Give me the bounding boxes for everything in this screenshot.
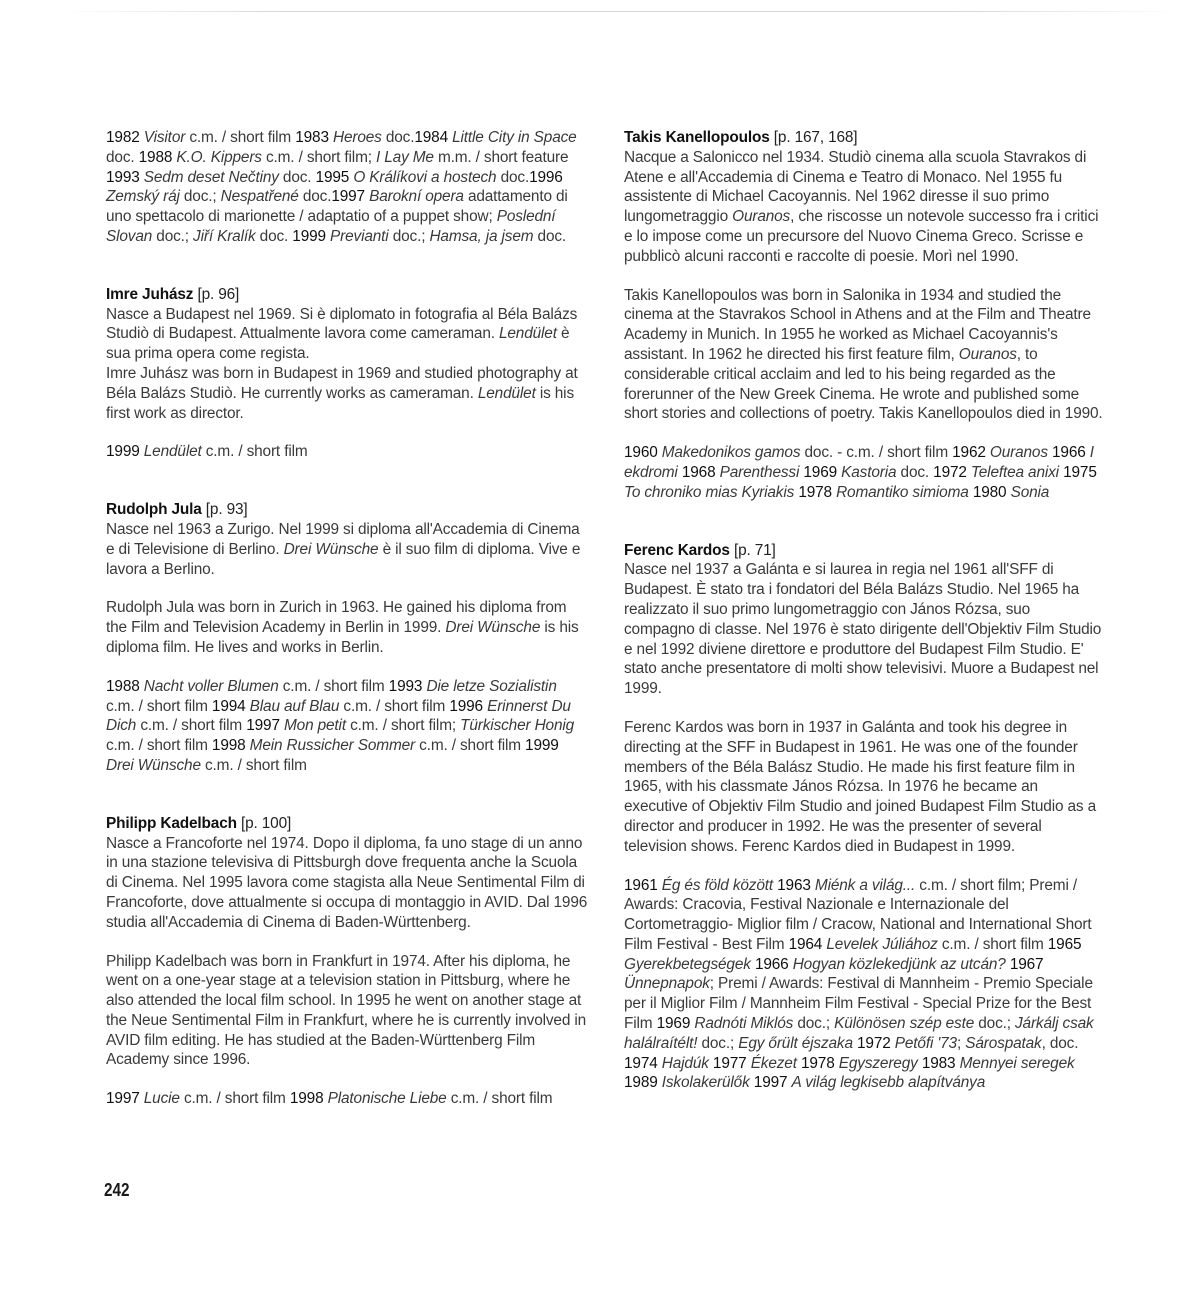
text-run: doc.;: [152, 227, 194, 245]
text-run: doc.: [533, 227, 567, 245]
text-run: c.m. / short film;: [261, 148, 376, 166]
bio-en-kardos: [624, 718, 1104, 857]
title-italic: Levelek Júliához: [826, 935, 938, 953]
text-run: , che riscosse un notevole successo fra i critici e lo impose come un precursore del Nuovo Cinema Greco. Scrisse e pubblicò alcuni racconti e raccolte di poesie. Morì nel 1990.: [624, 208, 1099, 265]
filmography-kadelbach: [106, 1089, 588, 1109]
year: 1988: [106, 677, 144, 695]
title-italic: Egyszeregy: [838, 1054, 918, 1072]
entry-title-kadelbach: [106, 814, 588, 834]
page-ref: [p. 96]: [193, 285, 240, 303]
year: 1972: [933, 463, 971, 481]
year: 1960: [624, 444, 662, 462]
title-italic: Previanti: [330, 227, 389, 245]
bio-en-jula: [106, 598, 588, 657]
year: 1969: [803, 463, 842, 481]
year: 1965: [1047, 935, 1082, 953]
title-italic: Lendület: [143, 443, 202, 461]
text-run: ;: [956, 1034, 966, 1052]
title-italic: Jiří Kralík: [193, 227, 256, 245]
year: 1994: [211, 697, 250, 715]
year: 1963: [777, 876, 815, 894]
year: 1962: [952, 444, 990, 462]
text-run: c.m. / short film: [937, 935, 1048, 953]
text-run: è sua prima opera come regista.: [106, 325, 570, 363]
title-italic: Lucie: [143, 1090, 180, 1108]
year: 1988: [138, 148, 177, 166]
title-italic: Drei Wünsche: [106, 756, 201, 774]
bio-it-jula: [106, 520, 588, 579]
text-run: doc.;: [793, 1015, 835, 1033]
year: 1984: [414, 129, 453, 146]
year: 1993: [106, 168, 144, 186]
title-italic: Mein Russicher Sommer: [249, 737, 416, 755]
title-italic: Különösen szép este: [834, 1015, 975, 1033]
title-italic: Drei Wünsche: [283, 540, 379, 558]
year: 1964: [788, 935, 827, 953]
year: 1961: [624, 876, 662, 894]
year: 1997: [106, 1090, 144, 1108]
text-run: doc.;: [697, 1034, 739, 1052]
title-italic: Lendület: [498, 325, 557, 343]
text-run: c.m. / short film: [339, 697, 450, 715]
title-italic: Iskolakerülők: [661, 1074, 750, 1092]
title-italic: Parenthessi: [719, 463, 800, 481]
filmography-kanellopoulos: [624, 443, 1104, 502]
title-italic: Blau auf Blau: [249, 697, 340, 715]
year: 1977: [712, 1054, 751, 1072]
text-run: c.m. / short film: [278, 677, 389, 695]
title-italic: Platonische Liebe: [327, 1090, 447, 1108]
title-italic: Ünnepnapok: [624, 975, 710, 993]
title-italic: Kastoria: [841, 463, 897, 481]
year: 1999: [106, 443, 144, 461]
title-italic: I Lay Me: [376, 148, 434, 166]
page-ref: [p. 71]: [729, 541, 776, 559]
text-run: è il suo film di diploma. Vive e lavora a Berlino.: [106, 540, 581, 578]
text-run: doc. - c.m. / short film: [800, 444, 953, 462]
text-run: , doc.: [1041, 1034, 1079, 1052]
year: 1983: [295, 129, 333, 146]
year: 1966: [754, 955, 793, 973]
director-name: Takis Kanellopoulos: [624, 129, 770, 146]
text-run: c.m. / short film: [106, 697, 212, 715]
year: 1997: [331, 188, 370, 206]
title-italic: Barokní opera: [369, 188, 464, 206]
year: 1999: [525, 737, 559, 755]
director-name: Ferenc Kardos: [624, 541, 730, 559]
title-italic: Gyerekbetegségek: [624, 955, 751, 973]
text-run: doc.: [255, 227, 293, 245]
page-ref: [p. 100]: [236, 814, 292, 832]
bio-juhasz: [106, 305, 588, 424]
text-run: Nasce nel 1937 a Galánta e si laurea in regia nel 1961 all'SFF di Budapest. È stato tra i fondatori del Béla Balázs Studio. Nel 1965 ha realizzato il suo primo lungometraggio con János Rózsa, suo compagno di classe. Nel 1976 è stato dirigente dell'Objektiv Film Studio e nel 1992 diviene direttore e produttore del Budapest Film Studio. E' stato anche presentatore di molti show televisivi. Muore a Budapest nel 1999.: [624, 561, 1102, 698]
title-italic: Mennyei seregek: [959, 1054, 1075, 1072]
title-italic: Romantiko simioma: [836, 483, 969, 501]
year: 1996: [449, 697, 488, 715]
title-italic: A világ legkisebb alapítványa: [791, 1074, 986, 1092]
year: 1996: [529, 168, 563, 186]
title-italic: K.O. Kippers: [176, 148, 262, 166]
text-run: Philipp Kadelbach was born in Frankfurt in 1974. After his diploma, he went on a one-year stage at a television station in Pittsburg, where he also attended the local film school. In 1995 he went on another stage at the Neue Sentimental Film in Frankfurt, where he is currently involved in AVID film editing. He has studied at the Baden-Württenberg Film Academy since 1996.: [106, 952, 587, 1069]
text-run: c.m. / short film: [415, 737, 526, 755]
title-italic: O Králíkovi a hostech: [353, 168, 497, 186]
right-column: [624, 128, 1104, 1093]
bio-it-kanellopoulos: [624, 148, 1104, 267]
title-italic: Járkálj csak halálraítélt!: [624, 1015, 1094, 1052]
title-italic: Ouranos: [958, 345, 1017, 363]
text-run: doc.;: [974, 1015, 1015, 1033]
page-ref: [p. 93]: [201, 501, 248, 519]
year: 1966: [1052, 444, 1090, 462]
year: 1997: [246, 717, 284, 735]
entry-title-jula: [106, 500, 588, 520]
text-run: doc.: [496, 168, 530, 186]
entry-title-kanellopoulos: [624, 128, 1104, 148]
year: 1989: [624, 1074, 662, 1092]
page-number: 242: [104, 1180, 130, 1200]
title-italic: Teleftea anixi: [970, 463, 1059, 481]
top-rule: [60, 11, 1180, 12]
year: 1983: [921, 1054, 960, 1072]
title-italic: Poslední Slovan: [106, 208, 556, 245]
title-italic: Hogyan közlekedjünk az utcán?: [792, 955, 1006, 973]
bio-en-kanellopoulos: [624, 286, 1104, 425]
left-column: [106, 128, 588, 1109]
title-italic: Hajdúk: [661, 1054, 709, 1072]
year: 1974: [624, 1054, 662, 1072]
filmography-juhasz: [106, 442, 588, 462]
text-run: Rudolph Jula was born in Zurich in 1963. He gained his diploma from the Film and Television Academy in Berlin in 1999.: [106, 599, 567, 637]
text-run: , to considerable critical acclaim and led to his being regarded as the forerunner of the New Greek Cinema. He wrote and published some short stories and collections of poetry. Takis Kanellopoulos died in 1990.: [624, 345, 1103, 423]
year: 1999: [292, 227, 331, 245]
text-run: Nasce a Francoforte nel 1974. Dopo il diploma, fa uno stage di un anno in una stazione televisiva di Pittsburgh dove frequenta anche la Scuola di Cinema. Nel 1995 lavora come stagista alla Neue Sentimental Film di Francoforte, dove attualmente si occupa di montaggio in AVID. Dal 1996 studia all'Accademia di Cinema di Baden-Württenberg.: [106, 834, 588, 931]
text-run: c.m. / short film: [200, 756, 307, 774]
text-run: Nasce a Budapest nel 1969. Si è diplomato in fotografia al Béla Balázs Studiò di Budapest. Attualmente lavora come cameraman.: [106, 305, 578, 343]
title-italic: Ouranos: [989, 444, 1048, 462]
title-italic: To chroniko mias Kyriakis: [624, 483, 795, 501]
year: 1980: [972, 483, 1011, 501]
director-name: Philipp Kadelbach: [106, 814, 237, 832]
entry-title-kardos: [624, 541, 1104, 561]
text-run: is his first work as director.: [106, 384, 574, 422]
title-italic: Zemský ráj: [106, 188, 180, 206]
text-run: ; Premi / Awards: Festival di Mannheim - Premio Speciale per il Miglior Film / Mannheim Film Festival - Special Prize for the Best Film: [624, 975, 1093, 1033]
title-italic: Erinnerst Du Dich: [106, 697, 571, 735]
text-run: Takis Kanellopoulos was born in Salonika in 1934 and studied the cinema at the Stavrakos School in Athens and at the Film and Theatre Academy in Munich. In 1955 he worked as Michael Cacoyannis's assistant. In 1962 he directed his first feature film,: [624, 286, 1091, 363]
text-run: c.m. / short film: [201, 443, 308, 461]
text-run: c.m. / short film: [136, 717, 247, 735]
title-italic: Petőfi '73: [894, 1034, 957, 1052]
text-run: c.m. / short film: [185, 129, 296, 146]
filmography-top: [106, 128, 588, 247]
page-ref: [p. 167, 168]: [769, 129, 858, 146]
title-italic: Sedm deset Nečtiny: [143, 168, 279, 186]
title-italic: Makedonikos gamos: [661, 444, 801, 462]
text-run: m.m. / short feature: [433, 148, 569, 166]
bio-en-kadelbach: [106, 952, 588, 1071]
filmography-kardos: [624, 876, 1104, 1094]
title-italic: Hamsa, ja jsem: [429, 227, 534, 245]
text-run: c.m. / short film: [106, 737, 212, 755]
director-name: Imre Juhász: [106, 285, 194, 303]
text-run: doc.: [381, 129, 415, 146]
text-run: Nasce nel 1963 a Zurigo. Nel 1999 si diploma all'Accademia di Cinema e di Televisione di Berlino.: [106, 520, 580, 558]
text-run: doc.;: [388, 227, 430, 245]
year: 1998: [289, 1090, 328, 1108]
title-italic: Nacht voller Blumen: [143, 677, 279, 695]
title-italic: Ég és föld között: [661, 876, 773, 894]
title-italic: Little City in Space: [452, 129, 577, 146]
title-italic: Ouranos: [732, 208, 791, 226]
title-italic: Drei Wünsche: [445, 619, 541, 637]
text-run: Imre Juhász was born in Budapest in 1969 and studied photography at Béla Balázs Studiò. He currently works as cameraman.: [106, 364, 578, 402]
title-italic: Egy őrült éjszaka: [738, 1034, 853, 1052]
year: 1967: [1009, 955, 1044, 973]
text-run: c.m. / short film: [446, 1090, 553, 1108]
year: 1998: [211, 737, 250, 755]
director-name: Rudolph Jula: [106, 501, 202, 519]
year: 1978: [800, 1054, 839, 1072]
filmography-jula: [106, 677, 588, 776]
year: 1978: [798, 483, 837, 501]
text-run: doc.: [298, 188, 332, 206]
year: 1982: [106, 129, 144, 146]
text-run: Nacque a Salonicco nel 1934. Studiò cinema alla scuola Stavrakos di Atene e all'Accademia di Cinema e Teatro di Monaco. Nel 1955 fu assistente di Michael Cacoyannis. Nel 1962 diresse il suo primo lungometraggio: [624, 148, 1087, 226]
bio-it-kardos: [624, 560, 1104, 699]
title-italic: Miénk a világ...: [814, 876, 916, 894]
bio-it-kadelbach: [106, 834, 588, 933]
title-italic: Mon petit: [284, 717, 346, 735]
title-italic: Sonia: [1010, 483, 1050, 501]
text-run: doc.;: [179, 188, 221, 206]
title-italic: Türkischer Honig: [460, 717, 575, 735]
text-run: doc.: [896, 463, 934, 481]
year: 1968: [681, 463, 720, 481]
text-run: c.m. / short film; Premi / Awards: Cracovia, Festival Nazionale e Internazionale del Cortometraggio- Miglior film / Cracow, National and International Short Film Festival - Best Film: [624, 876, 1092, 953]
title-italic: Radnóti Miklós: [694, 1015, 794, 1033]
text-run: c.m. / short film;: [345, 717, 461, 735]
title-italic: I ekdromi: [624, 444, 1094, 481]
title-italic: Die letze Sozialistin: [426, 677, 557, 695]
text-run: is his diploma film. He lives and works in Berlin.: [106, 619, 579, 656]
text-run: doc.: [106, 148, 139, 166]
title-italic: Visitor: [143, 129, 186, 146]
year: 1969: [656, 1015, 695, 1033]
title-italic: Sárospatak: [965, 1034, 1042, 1052]
text-run: doc.: [278, 168, 316, 186]
text-run: Ferenc Kardos was born in 1937 in Galánta and took his degree in directing at the SFF in Budapest in 1961. He was one of the founder members of the Béla Balász Studio. He made his first feature film in 1965, with his classmate János Rózsa. In 1976 he became an executive of Objektiv Film Studio and joined Budapest Film Studio as a director and producer in 1992. He was the presenter of several television shows. Ferenc Kardos died in Budapest in 1999.: [624, 718, 1096, 855]
text-run: adattamento di uno spettacolo di marionette / adaptatio of a puppet show;: [106, 188, 568, 226]
year: 1972: [857, 1034, 895, 1052]
title-italic: Ékezet: [750, 1054, 797, 1072]
title-italic: Nespatřené: [220, 188, 299, 206]
year: 1995: [315, 168, 354, 186]
title-italic: Lendület: [477, 384, 536, 402]
entry-title-juhasz: [106, 285, 588, 305]
title-italic: Heroes: [333, 129, 382, 146]
year: 1975: [1063, 463, 1097, 481]
text-run: c.m. / short film: [179, 1090, 290, 1108]
year: 1993: [388, 677, 427, 695]
year: 1997: [753, 1074, 792, 1092]
